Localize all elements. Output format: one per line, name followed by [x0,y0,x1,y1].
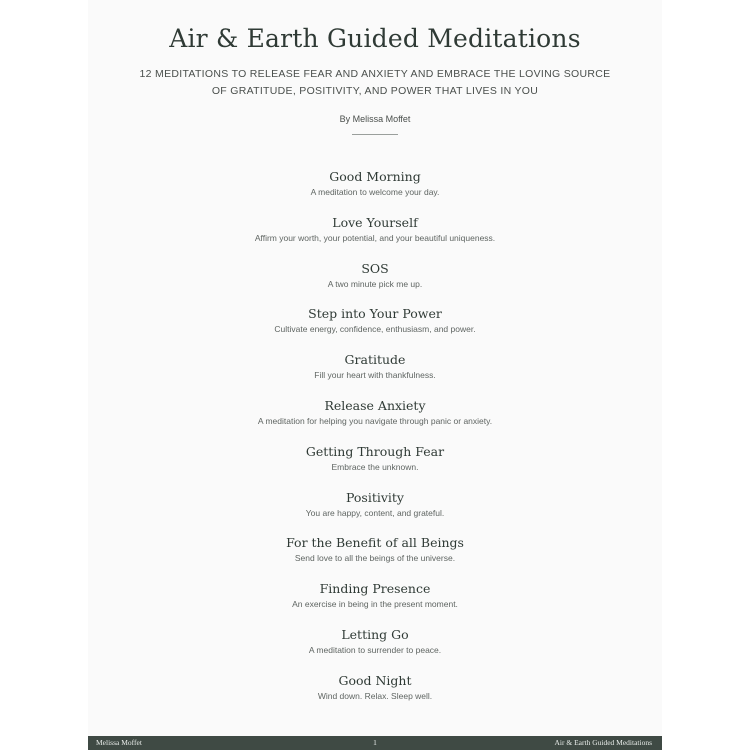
document-page [88,0,662,750]
list-item [88,443,662,489]
meditation-title: Release Anxiety [324,397,426,413]
divider [352,134,398,135]
meditation-title: For the Benefit of all Beings [286,535,464,551]
meditation-description: A two minute pick me up. [327,278,423,289]
footer-title: Air & Earth Guided Meditations [554,738,652,747]
meditation-title: Positivity [345,489,404,505]
list-item [88,214,662,260]
list-item [88,489,662,535]
document-subtitle: 12 MEDITATIONS TO RELEASE FEAR AND ANXIETY AND EMBRACE THE LOVING SOURCE OF GRATITUDE, POSITIVITY, AND POWER THAT LIVES IN YOU [139,68,611,97]
list-item [88,580,662,626]
meditation-title: Step into Your Power [308,306,442,322]
meditation-title: Good Morning [329,169,421,184]
list-item [88,534,662,580]
meditation-description: Embrace the unknown. [331,461,419,472]
footer-author: Melissa Moffet [96,738,142,747]
meditation-description: Affirm your worth, your potential, and your beautiful uniqueness. [254,232,496,243]
meditation-title: Getting Through Fear [305,443,445,459]
meditation-description: Fill your heart with thankfulness. [314,370,436,381]
meditation-description: A meditation to surrender to peace. [308,644,442,655]
meditation-title: Finding Presence [319,581,431,597]
meditation-description: Send love to all the beings of the universe. [294,553,456,564]
list-item [88,626,662,672]
meditation-title: Good Night [338,672,412,688]
list-item [88,168,662,214]
list-item [88,672,662,718]
meditation-list [88,168,662,718]
document-title: Air & Earth Guided Meditations [169,24,581,53]
meditation-title: Gratitude [344,352,406,368]
list-item [88,305,662,351]
meditation-description: You are happy, content, and grateful. [305,507,445,518]
meditation-description: Wind down. Relax. Sleep well. [317,690,433,701]
page-number: 1 [373,738,377,747]
meditation-description: Cultivate energy, confidence, enthusiasm, and power. [274,324,476,335]
meditation-description: An exercise in being in the present moment. [292,599,458,610]
page-footer [88,736,662,750]
meditation-title: Letting Go [341,626,409,642]
meditation-title: SOS [361,260,389,276]
author-byline: By Melissa Moffet [339,114,411,124]
meditation-title: Love Yourself [332,214,418,230]
list-item [88,260,662,306]
meditation-description: A meditation for helping you navigate through panic or anxiety. [257,415,493,426]
list-item [88,397,662,443]
list-item [88,351,662,397]
meditation-description: A meditation to welcome your day. [310,187,440,197]
